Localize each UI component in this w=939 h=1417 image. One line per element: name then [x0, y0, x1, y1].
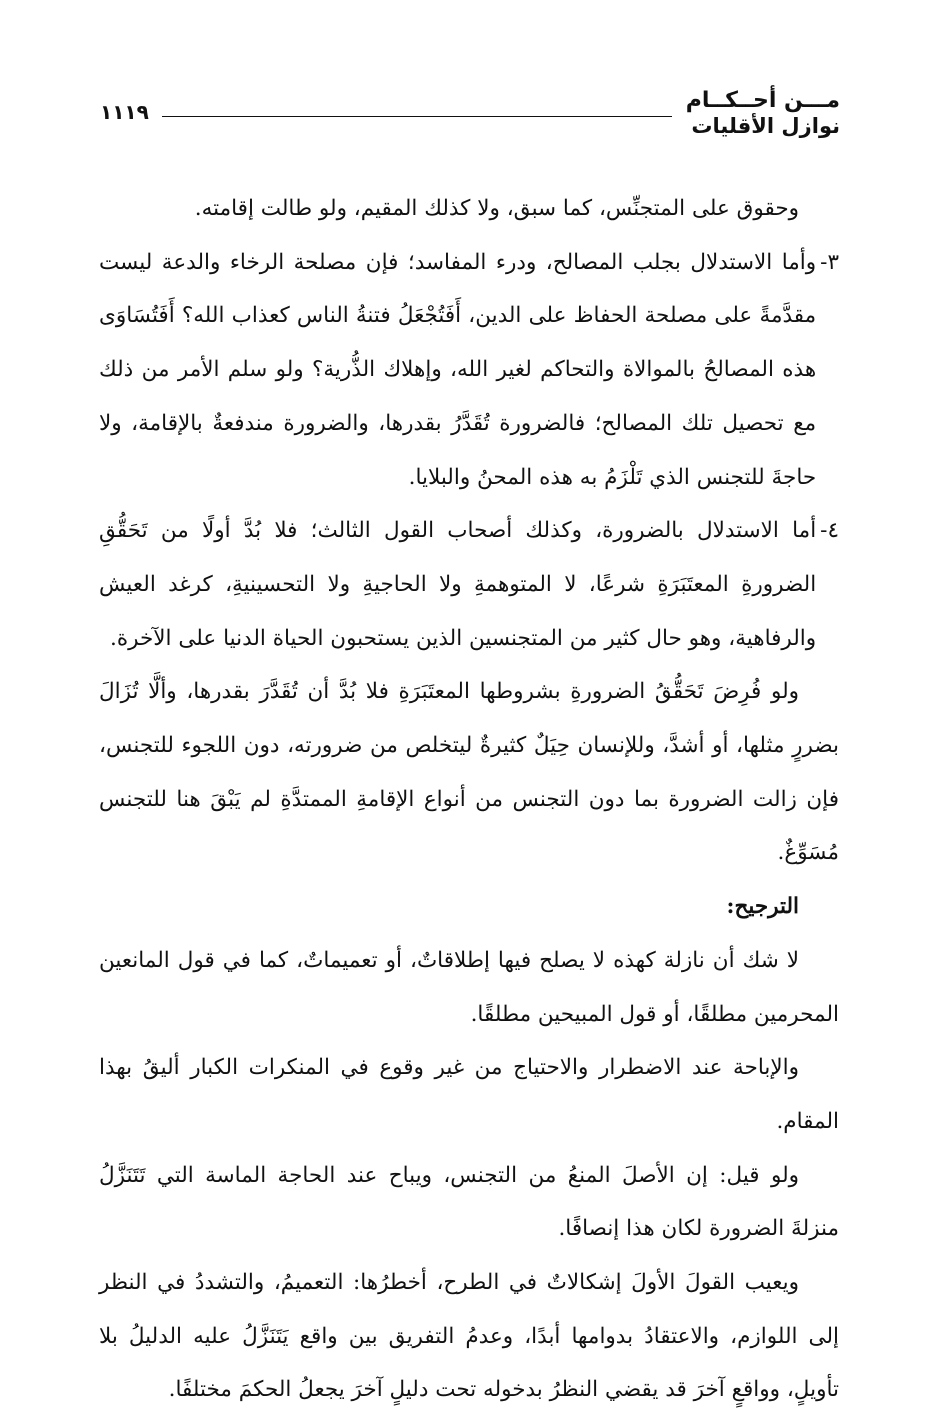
running-title-line1: مـــن أحــكــام: [685, 88, 840, 113]
paragraph-continuation: وحقوق على المتجنِّس، كما سبق، ولا كذلك المقيم، ولو طالت إقامته.: [194, 196, 799, 221]
running-title-line2: نوازل الأقليات: [691, 114, 840, 139]
list-item-3-number: ٣-: [820, 249, 839, 275]
running-title: [686, 88, 840, 140]
page-header: [100, 88, 840, 160]
paragraph-tarjih-3: ولو قيل: إن الأصلَ المنعُ من التجنس، ويباح عند الحاجة الماسة التي تَتَنَزَّلُ منزلةَ الضرورة لكان هذا إنصافًا.: [99, 1162, 839, 1242]
header-rule: [162, 116, 672, 117]
paragraph-tarjih-1: لا شك أن نازلة كهذه لا يصلح فيها إطلاقاتٌ، أو تعميماتٌ، كما في قول المانعين المحرمين مطلقًا، أو قول المبيحين مطلقًا.: [99, 947, 839, 1027]
paragraph-necessity: ولو فُرِضَ تَحَقُّقُ الضرورةِ بشروطها المعتَبَرَةِ فلا بُدَّ أن تُقَدَّرَ بقدرها، وألَّا تُزَالَ بضررٍ مثلها، أو أشدَّ، وللإنسان حِيَلٌ كثيرةٌ ليتخلص من ضرورته، دون اللجوء للتجنس، فإن زالت الضرورة بما دون التجنس من أنواع الإقامةِ الممتدَّةِ لم يَبْقَ هنا للتجنس مُسَوِّغٌ.: [99, 679, 839, 866]
list-item-4-text: أما الاستدلال بالضرورة، وكذلك أصحاب القول الثالث؛ فلا بُدَّ أولًا من تَحَقُّقِ الضرورةِ المعتَبَرَةِ شرعًا، لا المتوهمةِ ولا الحاجيةِ ولا التحسينيةِ، كرغد العيش والرفاهية، وهو حال كثير من المتجنسين الذين يستحبون الحياة الدنيا على الآخرة.: [99, 518, 817, 651]
paragraph-tarjih-2: والإباحة عند الاضطرار والاحتياج من غير وقوع في المنكرات الكبار أليقُ بهذا المقام.: [99, 1055, 839, 1134]
list-item-4-number: ٤-: [820, 518, 839, 544]
page-body: [99, 182, 839, 1417]
section-heading-tarjih: الترجيح:: [726, 894, 799, 920]
page-number: ١١١٩: [100, 100, 149, 124]
list-item-4: [99, 504, 839, 665]
paragraph-tarjih-4: ويعيب القولَ الأولَ إشكالاتٌ في الطرح، أخطرُها: التعميمُ، والتشددُ في النظر إلى اللوازم، والاعتقادُ بدوامها أبدًا، وعدمُ التفريق بين واقع يَتَنَزَّلُ عليه الدليلُ بلا تأويلٍ، وواقعٍ آخرَ قد يقضي النظرُ بدخوله تحت دليلٍ آخرَ يجعلُ الحكمَ مختلفًا.: [99, 1270, 839, 1403]
list-item-3: [99, 236, 839, 505]
list-item-3-text: وأما الاستدلال بجلب المصالح، ودرء المفاسد؛ فإن مصلحة الرخاء والدعة ليست مقدَّمةً على مصلحة الحفاظ على الدين، أَفَتُجْعَلُ فتنةُ الناس كعذاب الله؟ أَفَتُسَاوَى هذه المصالحُ بالموالاة والتحاكم لغير الله، وإهلاك الذُّرية؟ ولو سلم الأمر من ذلك مع تحصيل تلك المصالح؛ فالضرورة تُقَدَّرُ بقدرها، والضرورة مندفعةٌ بالإقامة، ولا حاجةَ للتجنس الذي تَلْزَمُ به هذه المحنُ والبلايا.: [99, 249, 817, 490]
